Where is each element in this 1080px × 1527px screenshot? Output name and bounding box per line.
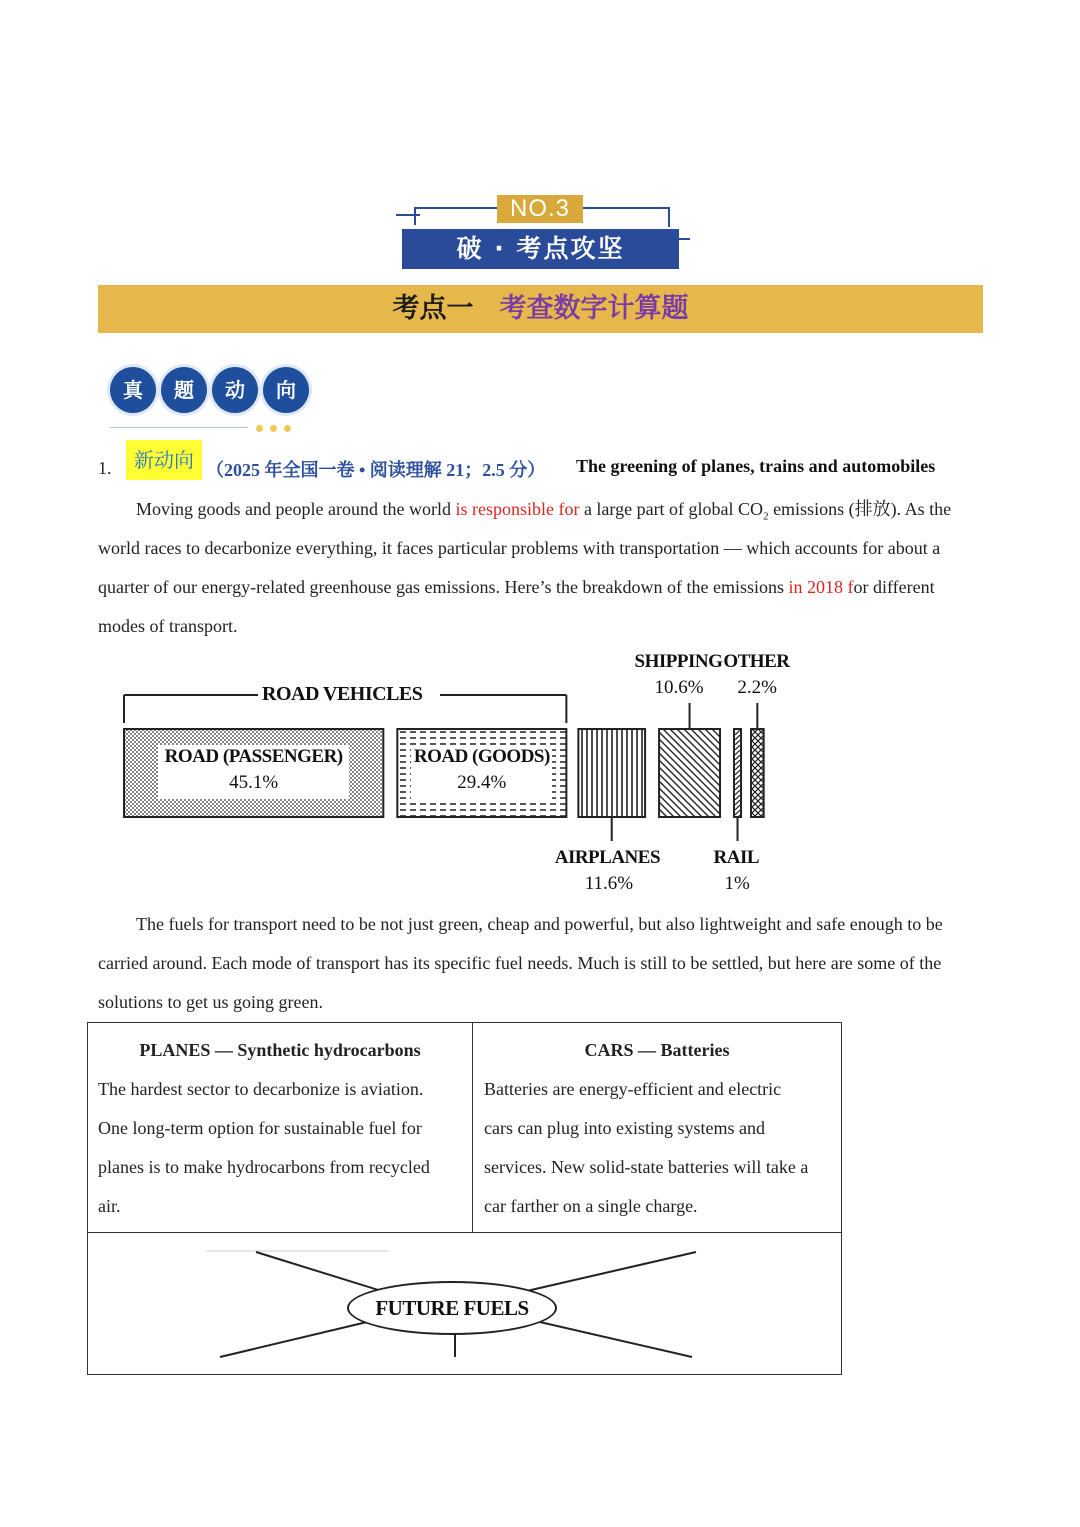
chart-bar [578, 729, 645, 817]
circle-tag: 题 [161, 367, 207, 413]
chart-value-label: 29.4% [457, 772, 507, 793]
question-number: 1. [98, 458, 112, 478]
section-number-badge: NO.3 [497, 195, 583, 223]
header-deco-line [414, 207, 416, 225]
circle-tag: 动 [212, 367, 258, 413]
question-source: （2025 年全国一卷 • 阅读理解 21；2.5 分） [206, 460, 546, 480]
planes-heading: PLANES — Synthetic hydrocarbons [139, 1040, 421, 1060]
chart-inner-label [411, 745, 552, 799]
section-title-banner: 破 · 考点攻坚 [402, 229, 679, 269]
cars-text-line: cars can plug into existing systems and [484, 1118, 765, 1138]
divider [110, 427, 248, 428]
header-deco-line [668, 207, 670, 227]
passage-title: The greening of planes, trains and automobiles [576, 456, 936, 476]
cars-text-line: services. New solid-state batteries will take a [484, 1157, 809, 1177]
chart-category-label: OTHER [723, 651, 790, 672]
chart-category-label: AIRPLANES [554, 847, 661, 868]
future-fuels-label: FUTURE FUELS [347, 1281, 557, 1335]
header-deco-line [678, 238, 690, 240]
highlight-phrase: is responsible for [455, 499, 580, 519]
planes-text-line: One long-term option for sustainable fuel for [98, 1118, 422, 1138]
topic-label: 考点一 [392, 293, 474, 324]
chart-bar [751, 729, 764, 817]
chart-category-label: SHIPPING [634, 651, 723, 672]
topic-title: 考查数字计算题 [499, 293, 689, 324]
topic-bar [98, 285, 983, 333]
chart-category-label: ROAD (PASSENGER) [164, 746, 343, 767]
planes-text-line: The hardest sector to decarbonize is aviation. [98, 1079, 424, 1099]
chart-bar [659, 729, 720, 817]
passage-paragraph: The fuels for transport need to be not just green, cheap and powerful, but also lightweight and safe enough to be carried around. Each mode of transport has its specific fuel needs. Much is still to be settled, but here are some of the solutions to get us going green. [98, 914, 943, 1012]
circle-tag: 真 [110, 367, 156, 413]
decorative-dot [256, 425, 263, 432]
decorative-dot [270, 425, 277, 432]
planes-text-line: planes is to make hydrocarbons from recycled [98, 1157, 430, 1177]
chart-value-label: 45.1% [229, 772, 279, 793]
chart-value-label: 11.6% [584, 873, 634, 894]
new-trend-tag: 新动向 [126, 440, 202, 480]
future-fuels-table [87, 1022, 842, 1375]
highlight-phrase: in 2018 f [788, 577, 854, 597]
chart-bar [734, 729, 741, 817]
cars-text-line: Batteries are energy-efficient and electric [484, 1079, 782, 1099]
cars-text-line: car farther on a single charge. [484, 1196, 698, 1216]
road-vehicles-label: ROAD VEHICLES [262, 683, 423, 705]
cars-heading: CARS — Batteries [584, 1040, 730, 1060]
chart-category-label: RAIL [713, 847, 760, 868]
header-deco-line [396, 214, 420, 216]
passage-paragraph: Moving goods and people around the world is responsible for a large part of global $CO_2$ emissions (排放). As the world races to decarbonize everything, it faces particular problems with transportation — which accounts for about a quarter of our energy-related greenhouse gas emissions. Here’s the breakdown of the emissions in 2018 for different modes of transport. [98, 499, 952, 636]
emissions-chart [110, 645, 830, 905]
decorative-dot [284, 425, 291, 432]
chart-category-label: ROAD (GOODS) [413, 746, 550, 767]
planes-text-line: air. [98, 1196, 121, 1216]
chart-value-label: 10.6% [654, 677, 704, 698]
circle-tag: 向 [263, 367, 309, 413]
chart-value-label: 1% [724, 873, 750, 894]
chart-inner-label [158, 745, 349, 799]
chart-value-label: 2.2% [737, 677, 777, 698]
